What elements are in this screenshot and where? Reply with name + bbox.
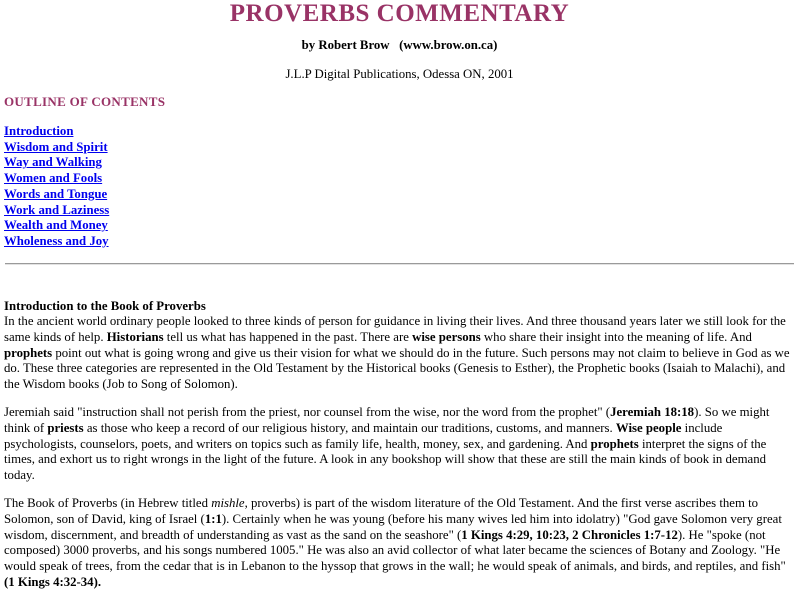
toc-heading: OUTLINE OF CONTENTS xyxy=(4,94,166,109)
paragraph xyxy=(4,405,795,484)
text-run: ). So we might think of xyxy=(4,405,770,436)
text-run: ). He "spoke (not composed) 3000 proverbs, and his songs numbered 1005." He was also an avid collector of what later became the sciences of Botany and Zoology. "He would speak of trees, from the cedar that is in Lebanon to the hyssop that grows in the wall; he would speak of animals, and birds, and reptiles, and fish" xyxy=(4,527,786,574)
bold-text: 1:1 xyxy=(204,512,222,527)
text-run: point out what is going wrong and give us their vision for what we should do in the future. Such persons may not claim to believe in God as we do. These three categories are represented in the Old Testament by the Historical books (Genesis to Esther), the Prophetic books (Isaiah to Malachi), and the Wisdom books (Job to Song of Solomon). xyxy=(4,345,790,392)
toc-link-work-and-laziness[interactable]: Work and Laziness xyxy=(4,202,110,217)
byline: by Robert Brow (www.brow.on.ca) xyxy=(301,38,498,52)
bold-text: prophets xyxy=(590,436,639,451)
toc-link-wholeness-and-joy[interactable]: Wholeness and Joy xyxy=(4,233,109,248)
divider xyxy=(5,263,794,265)
section-heading: Introduction to the Book of Proverbs xyxy=(4,298,206,313)
bold-text: Historians xyxy=(106,330,164,345)
bold-text: 1 Kings 4:29, 10:23, 2 Chronicles 1:7-12 xyxy=(461,527,678,542)
text-run: The Book of Proverbs (in Hebrew titled xyxy=(4,496,212,511)
toc-link-wisdom-and-spirit[interactable]: Wisdom and Spirit xyxy=(4,139,108,154)
bold-text: prophets xyxy=(4,345,53,360)
bold-text: Jeremiah 18:18 xyxy=(610,405,695,420)
toc-list xyxy=(4,124,795,250)
bold-text: Wise people xyxy=(615,421,682,436)
page xyxy=(0,2,800,591)
paragraph xyxy=(4,496,795,590)
text-run: In the ancient world ordinary people looked to three kinds of person for guidance in living their lives. And three thousand years later we still look for the same kinds of help. xyxy=(4,314,786,345)
paragraph xyxy=(4,299,795,393)
text-run: as those who keep a record of our religious history, and maintain our traditions, customs, and manners. xyxy=(83,421,616,436)
publisher-line: J.L.P Digital Publications, Odessa ON, 2001 xyxy=(285,67,514,81)
text-run: , proverbs) is part of the wisdom literature of the Old Testament. And the first verse ascribes them to Solomon, son of David, king of Israel ( xyxy=(4,496,759,527)
text-run: include psychologists, counselors, poets, and writers on topics such as family life, health, money, sex, and gardening. And xyxy=(4,421,723,451)
page-title: PROVERBS COMMENTARY xyxy=(229,0,570,27)
italic-text: mishle xyxy=(211,496,245,511)
bold-text: wise persons xyxy=(412,330,481,345)
article xyxy=(4,299,795,591)
text-run: tell us what has happened in the past. There are xyxy=(163,330,413,345)
bold-text: (1 Kings 4:32-34). xyxy=(4,574,102,589)
toc-link-women-and-fools[interactable]: Women and Fools xyxy=(4,171,103,186)
toc-link-wealth-and-money[interactable]: Wealth and Money xyxy=(4,218,108,233)
toc-link-words-and-tongue[interactable]: Words and Tongue xyxy=(4,186,108,201)
text-run: Jeremiah said "instruction shall not perish from the priest, nor counsel from the wise, nor the word from the prophet" ( xyxy=(4,405,611,420)
toc-link-introduction[interactable]: Introduction xyxy=(4,124,74,138)
toc-link-way-and-walking[interactable]: Way and Walking xyxy=(4,155,102,170)
text-run: interpret the signs of the times, and exhort us to right wrongs in the light of the future. A look in any bookshop will show that these are still the main kinds of book in demand today. xyxy=(4,436,767,483)
text-run: who share their insight into the meaning of life. And xyxy=(480,330,752,345)
text-run: ). Certainly when he was young (before his many wives led him into idolatry) "God gave Solomon very great wisdom, discernment, and breadth of understanding as vast as the sand on the seashore" ( xyxy=(4,512,782,542)
bold-text: priests xyxy=(47,421,84,436)
